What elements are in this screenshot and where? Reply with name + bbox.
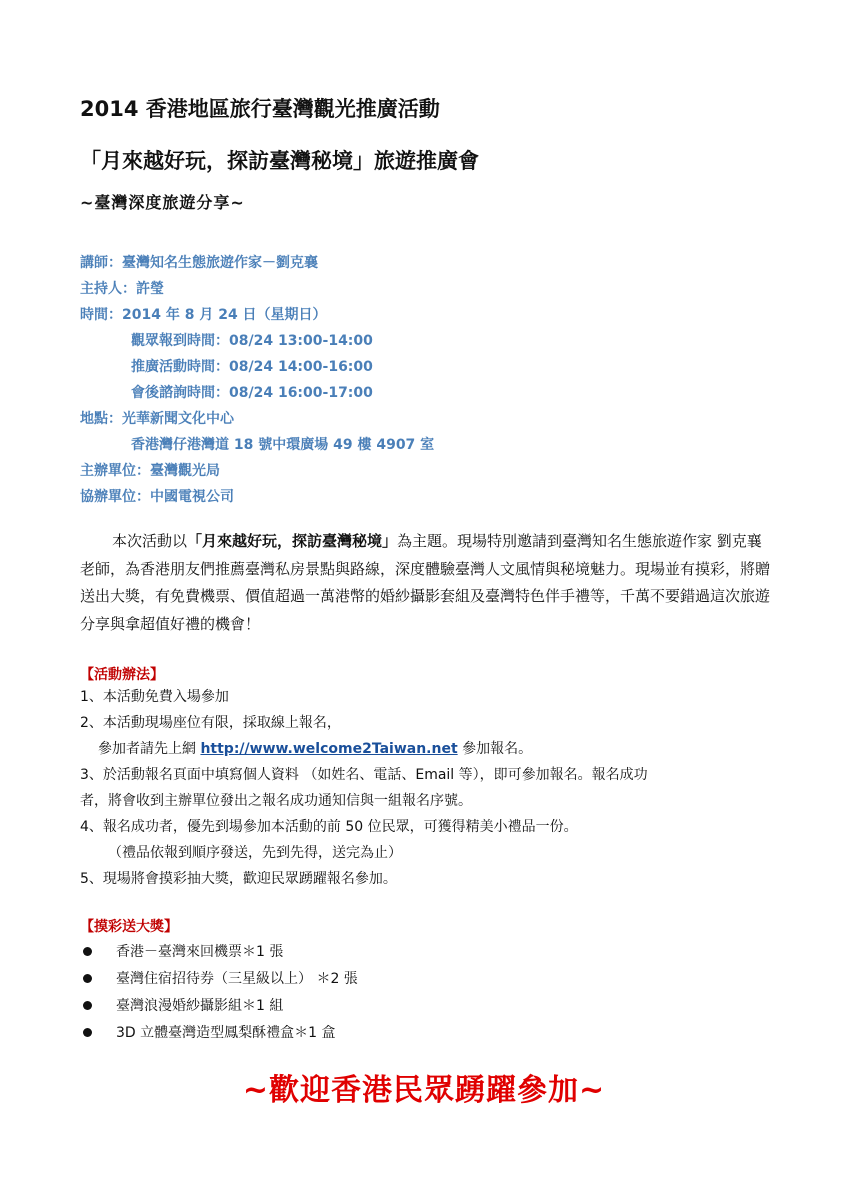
bullet-icon	[83, 1001, 92, 1010]
address-line: 香港灣仔港灣道 18 號中環廣場 49 樓 4907 室	[131, 437, 435, 453]
event-info-block	[80, 250, 780, 510]
prize-item	[80, 965, 780, 992]
rule-2-text-after: 參加報名。	[457, 741, 533, 757]
rule-item-4-continued: （禮品依報到順序發送，先到先得，送完為止）	[108, 845, 402, 861]
rules-list	[80, 684, 780, 892]
speaker-line: 講師：臺灣知名生態旅遊作家－劉克襄	[80, 255, 318, 271]
co-organizer-line: 協辦單位：中國電視公司	[80, 489, 234, 505]
rule-item-1: 1、本活動免費入場參加	[80, 689, 229, 705]
prize-text: 香港－臺灣來回機票＊1 張	[116, 943, 284, 960]
intro-text-start: 本次活動以	[112, 532, 188, 550]
prizes-heading: 【摸彩送大獎】	[80, 919, 178, 935]
prize-item	[80, 992, 780, 1019]
registration-link[interactable]: http://www.welcome2Taiwan.net	[200, 741, 458, 757]
closing-message: ~歡迎香港民眾踴躍參加~	[242, 1073, 606, 1108]
rule-item-4: 4、報名成功者，優先到場參加本活動的前 50 位民眾，可獲得精美小禮品一份。	[80, 819, 578, 835]
event-subtitle: ~臺灣深度旅遊分享~	[80, 193, 245, 212]
event-series-title: 2014 香港地區旅行臺灣觀光推廣活動	[80, 97, 440, 121]
prizes-list	[80, 938, 780, 1046]
prize-item	[80, 1019, 780, 1046]
organizer-line: 主辦單位：臺灣觀光局	[80, 463, 220, 479]
rule-item-3: 3、於活動報名頁面中填寫個人資料 （如姓名、電話、Email 等），即可參加報名。報名成功	[80, 767, 648, 783]
rule-item-5: 5、現場將會摸彩抽大獎，歡迎民眾踴躍報名參加。	[80, 871, 397, 887]
intro-text-rest: 為主題。現場特別邀請到臺灣知名生態旅遊作家 劉克襄老師，為香港朋友們推薦臺灣私房景點與路線，深度體驗臺灣人文風情與秘境魅力。現場並有摸彩，將贈送出大獎，有免費機票、價值超過一萬港幣的婚紗攝影套組及臺灣特色伴手禮等，千萬不要錯過這次旅遊分享與拿超值好禮的機會！	[80, 532, 771, 633]
date-line: 時間：2014 年 8 月 24 日（星期日）	[80, 307, 327, 323]
rule-item-2: 2、本活動現場座位有限，採取線上報名，	[80, 715, 341, 731]
host-line: 主持人：許瑩	[80, 281, 164, 297]
checkin-time-line: 觀眾報到時間：08/24 13:00-14:00	[131, 333, 373, 349]
prize-item	[80, 938, 780, 965]
consult-time-line: 會後諮詢時間：08/24 16:00-17:00	[131, 385, 373, 401]
event-time-line: 推廣活動時間：08/24 14:00-16:00	[131, 359, 373, 375]
rule-2-text-before: 參加者請先上網	[98, 741, 201, 757]
rule-item-3-continued: 者，將會收到主辦單位發出之報名成功通知信與一組報名序號。	[80, 793, 472, 809]
bullet-icon	[83, 974, 92, 983]
rules-heading: 【活動辦法】	[80, 667, 164, 683]
prize-text: 臺灣住宿招待券（三星級以上） ＊2 張	[116, 970, 358, 987]
prize-text: 臺灣浪漫婚紗攝影組＊1 組	[116, 997, 284, 1014]
rule-item-2-continued	[80, 736, 780, 762]
venue-line: 地點：光華新聞文化中心	[80, 411, 234, 427]
bullet-icon	[83, 947, 92, 956]
intro-paragraph	[80, 528, 770, 638]
event-title: 「月來越好玩，探訪臺灣秘境」旅遊推廣會	[80, 149, 479, 173]
bullet-icon	[83, 1028, 92, 1037]
intro-theme-highlight: 「月來越好玩，探訪臺灣秘境」	[187, 532, 398, 550]
prize-text: 3D 立體臺灣造型鳳梨酥禮盒＊1 盒	[116, 1024, 336, 1041]
